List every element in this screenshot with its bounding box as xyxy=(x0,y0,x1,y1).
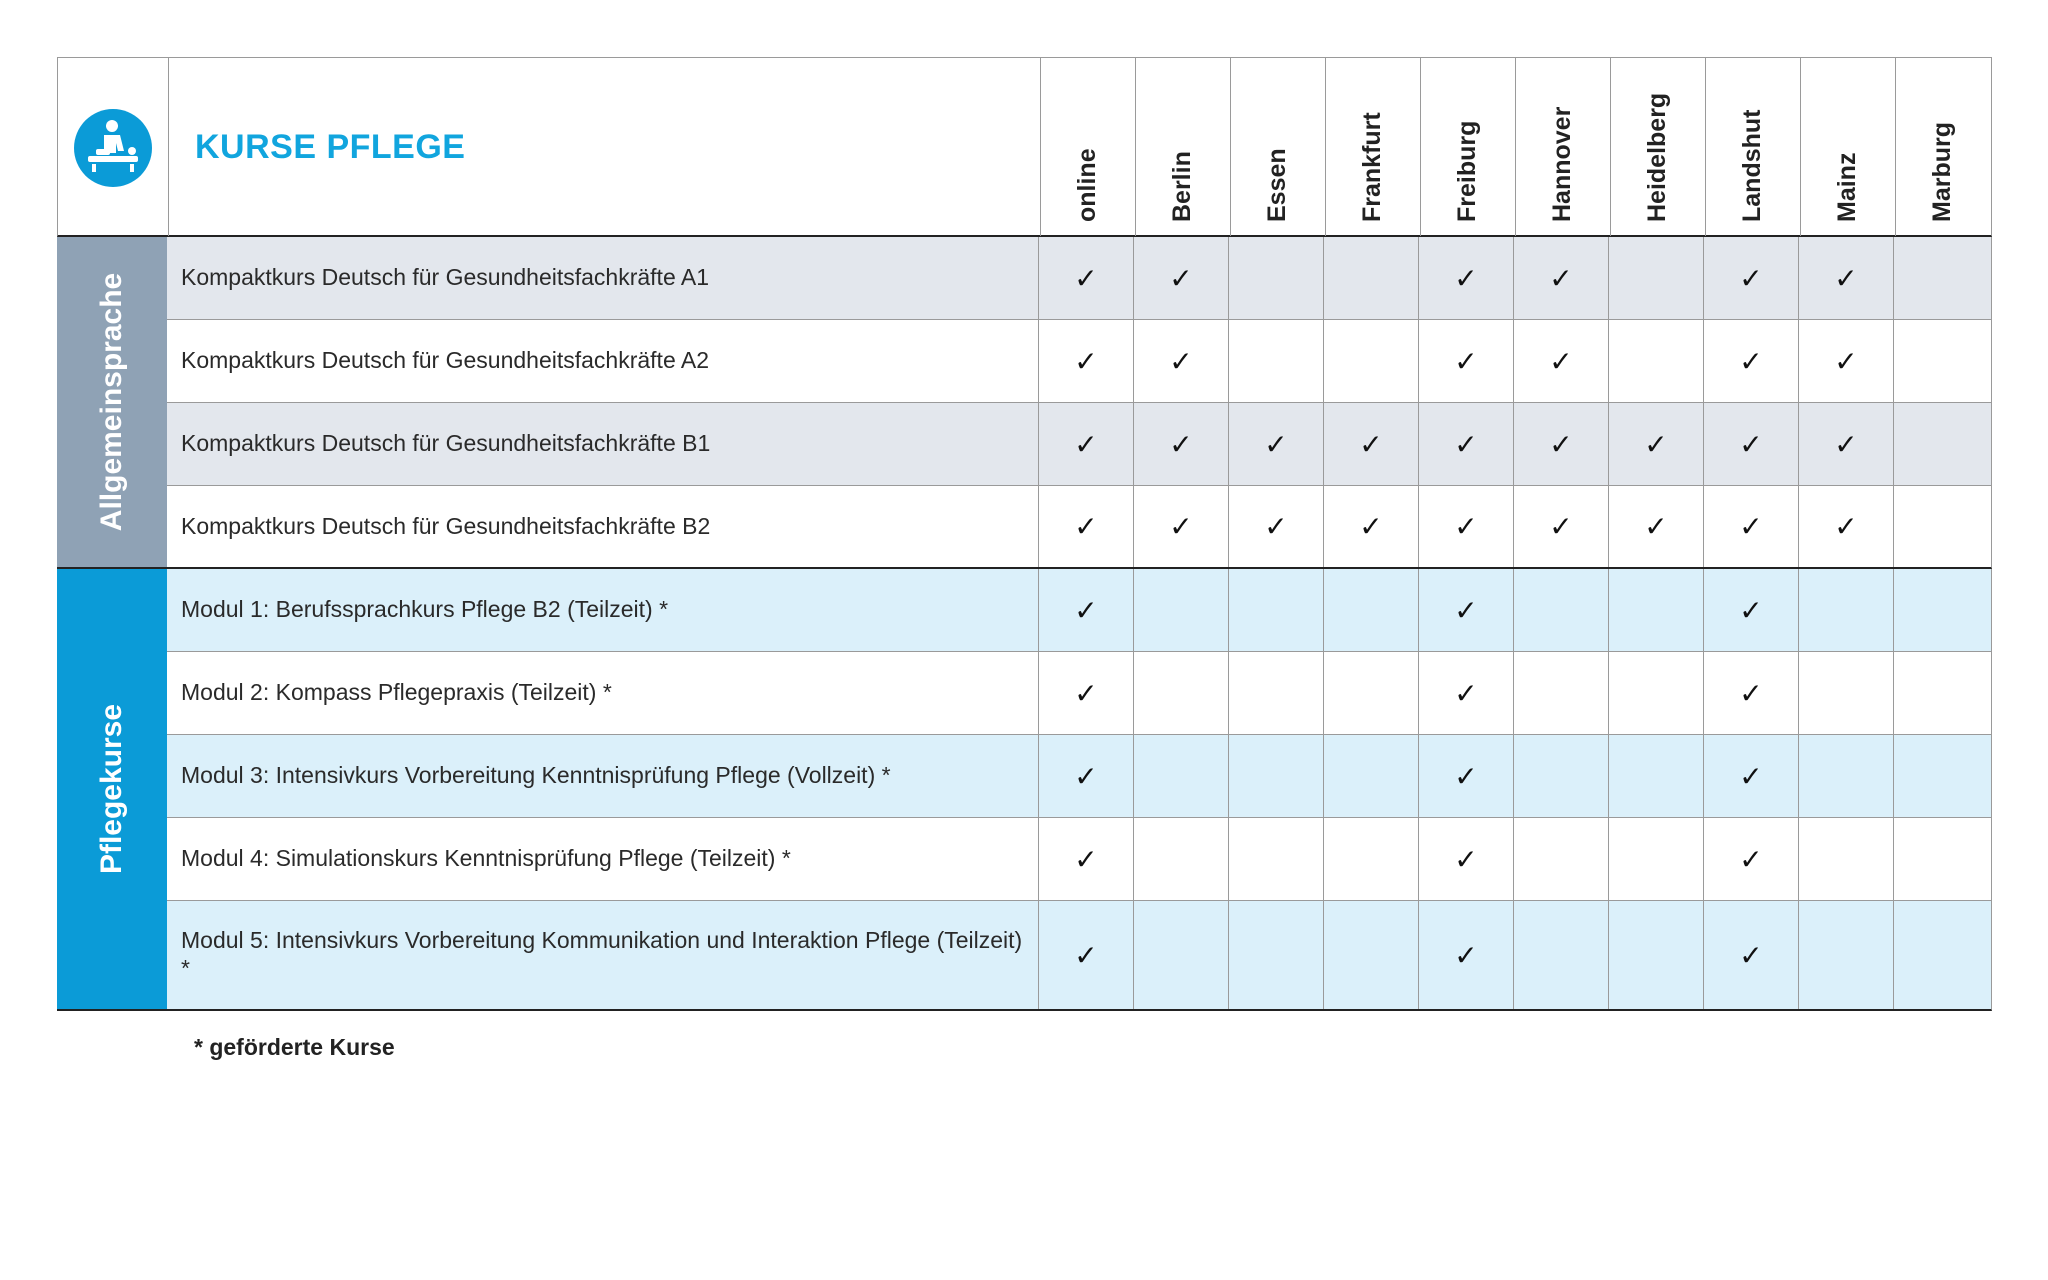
course-name: Kompaktkurs Deutsch für Gesundheitsfachkräfte A2 xyxy=(167,320,1039,402)
availability-cell xyxy=(1514,818,1609,900)
course-name: Modul 4: Simulationskurs Kenntnisprüfung Pflege (Teilzeit) * xyxy=(167,818,1039,900)
checkmark-icon: ✓ xyxy=(1169,262,1193,294)
availability-cell xyxy=(1704,652,1799,734)
page-title: KURSE PFLEGE xyxy=(195,128,466,166)
checkmark-icon: ✓ xyxy=(1739,939,1763,971)
column-header-landshut xyxy=(1705,58,1800,236)
table-row xyxy=(167,486,1992,569)
availability-cell xyxy=(1134,320,1229,402)
course-name: Kompaktkurs Deutsch für Gesundheitsfachkräfte A1 xyxy=(167,237,1039,319)
checkmark-icon: ✓ xyxy=(1834,262,1858,294)
checkmark-icon: ✓ xyxy=(1264,511,1288,542)
column-header-label: Landshut xyxy=(1738,109,1766,222)
checkmark-icon: ✓ xyxy=(1834,345,1858,377)
availability-cell xyxy=(1324,901,1419,1009)
table-row xyxy=(167,569,1992,652)
checkmark-icon: ✓ xyxy=(1454,594,1478,626)
course-name: Modul 1: Berufssprachkurs Pflege B2 (Teilzeit) * xyxy=(167,569,1039,651)
table-row xyxy=(167,735,1992,818)
availability-cell xyxy=(1609,320,1704,402)
availability-cell xyxy=(1324,486,1419,567)
availability-cell xyxy=(1229,901,1324,1009)
availability-cell xyxy=(1609,569,1704,651)
availability-cell xyxy=(1229,569,1324,651)
availability-cell xyxy=(1609,652,1704,734)
checkmark-icon: ✓ xyxy=(1169,428,1193,460)
checkmark-icon: ✓ xyxy=(1644,511,1668,542)
header-icon-cell xyxy=(58,58,169,236)
availability-cell xyxy=(1514,569,1609,651)
availability-cell xyxy=(1799,818,1894,900)
table-header xyxy=(57,57,1992,237)
availability-cell xyxy=(1894,735,1989,817)
column-header-online xyxy=(1040,58,1135,236)
availability-cell xyxy=(1704,901,1799,1009)
availability-cell xyxy=(1609,901,1704,1009)
table-body xyxy=(57,237,1992,1017)
checkmark-icon: ✓ xyxy=(1454,428,1478,460)
availability-cell xyxy=(1609,237,1704,319)
availability-cell xyxy=(1704,320,1799,402)
availability-cell xyxy=(1704,403,1799,485)
availability-cell xyxy=(1894,901,1989,1009)
table-row xyxy=(167,652,1992,735)
checkmark-icon: ✓ xyxy=(1454,760,1478,792)
checkmark-icon: ✓ xyxy=(1074,843,1098,875)
availability-cell xyxy=(1799,486,1894,567)
checkmark-icon: ✓ xyxy=(1264,428,1288,460)
availability-cell xyxy=(1419,486,1514,567)
availability-cell xyxy=(1799,901,1894,1009)
availability-cell xyxy=(1609,818,1704,900)
availability-cell xyxy=(1134,735,1229,817)
checkmark-icon: ✓ xyxy=(1074,345,1098,377)
column-header-label: Hannover xyxy=(1548,106,1576,222)
availability-cell xyxy=(1799,569,1894,651)
availability-cell xyxy=(1894,403,1989,485)
checkmark-icon: ✓ xyxy=(1739,345,1763,377)
availability-cell xyxy=(1799,735,1894,817)
availability-cell xyxy=(1229,237,1324,319)
availability-cell xyxy=(1324,237,1419,319)
table-row xyxy=(167,320,1992,403)
group-label-text: Pflegekurse xyxy=(95,703,128,875)
availability-cell xyxy=(1039,818,1134,900)
availability-cell xyxy=(1134,818,1229,900)
nursing-care-icon xyxy=(74,109,152,187)
availability-cell xyxy=(1324,652,1419,734)
column-header-label: Frankfurt xyxy=(1358,112,1386,222)
availability-cell xyxy=(1419,735,1514,817)
availability-cell xyxy=(1039,320,1134,402)
checkmark-icon: ✓ xyxy=(1359,428,1383,460)
availability-cell xyxy=(1419,569,1514,651)
availability-cell xyxy=(1894,237,1989,319)
checkmark-icon: ✓ xyxy=(1739,677,1763,709)
checkmark-icon: ✓ xyxy=(1739,428,1763,460)
checkmark-icon: ✓ xyxy=(1074,677,1098,709)
column-header-frankfurt xyxy=(1325,58,1420,236)
group-label-text: Allgemeinsprache xyxy=(95,272,128,532)
checkmark-icon: ✓ xyxy=(1074,262,1098,294)
availability-cell xyxy=(1229,735,1324,817)
group-label-pflegekurse xyxy=(57,569,167,1011)
checkmark-icon: ✓ xyxy=(1739,262,1763,294)
checkmark-icon: ✓ xyxy=(1549,345,1573,377)
availability-cell xyxy=(1134,237,1229,319)
availability-cell xyxy=(1609,486,1704,567)
column-header-label: Heidelberg xyxy=(1643,92,1671,222)
availability-cell xyxy=(1894,320,1989,402)
availability-cell xyxy=(1419,237,1514,319)
availability-cell xyxy=(1039,652,1134,734)
checkmark-icon: ✓ xyxy=(1834,511,1858,542)
availability-cell xyxy=(1134,652,1229,734)
course-name: Modul 3: Intensivkurs Vorbereitung Kenntnisprüfung Pflege (Vollzeit) * xyxy=(167,735,1039,817)
checkmark-icon: ✓ xyxy=(1074,511,1098,542)
availability-cell xyxy=(1039,486,1134,567)
column-header-freiburg xyxy=(1420,58,1515,236)
checkmark-icon: ✓ xyxy=(1834,428,1858,460)
checkmark-icon: ✓ xyxy=(1074,939,1098,971)
availability-cell xyxy=(1134,901,1229,1009)
checkmark-icon: ✓ xyxy=(1549,428,1573,460)
course-name: Modul 2: Kompass Pflegepraxis (Teilzeit) * xyxy=(167,652,1039,734)
availability-cell xyxy=(1894,818,1989,900)
checkmark-icon: ✓ xyxy=(1074,428,1098,460)
availability-cell xyxy=(1229,652,1324,734)
checkmark-icon: ✓ xyxy=(1074,760,1098,792)
checkmark-icon: ✓ xyxy=(1454,345,1478,377)
column-header-label: Mainz xyxy=(1833,152,1861,222)
availability-cell xyxy=(1039,569,1134,651)
table-row xyxy=(167,818,1992,901)
course-name: Modul 5: Intensivkurs Vorbereitung Kommunikation und Interaktion Pflege (Teilzeit) * xyxy=(167,901,1039,1009)
availability-cell xyxy=(1894,652,1989,734)
checkmark-icon: ✓ xyxy=(1739,843,1763,875)
availability-cell xyxy=(1514,735,1609,817)
checkmark-icon: ✓ xyxy=(1454,939,1478,971)
availability-cell xyxy=(1229,486,1324,567)
column-header-berlin xyxy=(1135,58,1230,236)
checkmark-icon: ✓ xyxy=(1454,843,1478,875)
checkmark-icon: ✓ xyxy=(1454,511,1478,542)
availability-cell xyxy=(1229,320,1324,402)
checkmark-icon: ✓ xyxy=(1074,594,1098,626)
availability-cell xyxy=(1704,237,1799,319)
availability-cell xyxy=(1039,901,1134,1009)
checkmark-icon: ✓ xyxy=(1549,511,1573,542)
column-header-label: online xyxy=(1073,148,1101,222)
column-header-label: Berlin xyxy=(1168,151,1196,222)
checkmark-icon: ✓ xyxy=(1739,511,1763,542)
availability-cell xyxy=(1229,403,1324,485)
availability-cell xyxy=(1419,403,1514,485)
checkmark-icon: ✓ xyxy=(1169,345,1193,377)
column-header-hannover xyxy=(1515,58,1610,236)
footnote: * geförderte Kurse xyxy=(194,1034,395,1060)
table-row xyxy=(167,403,1992,486)
availability-cell xyxy=(1419,901,1514,1009)
availability-cell xyxy=(1324,320,1419,402)
course-name: Kompaktkurs Deutsch für Gesundheitsfachkräfte B1 xyxy=(167,403,1039,485)
availability-cell xyxy=(1039,237,1134,319)
column-header-mainz xyxy=(1800,58,1895,236)
checkmark-icon: ✓ xyxy=(1359,511,1383,542)
checkmark-icon: ✓ xyxy=(1454,677,1478,709)
group-label-allgemeinsprache xyxy=(57,237,167,569)
availability-cell xyxy=(1514,486,1609,567)
availability-cell xyxy=(1799,320,1894,402)
availability-cell xyxy=(1324,403,1419,485)
availability-cell xyxy=(1514,901,1609,1009)
availability-cell xyxy=(1799,237,1894,319)
availability-cell xyxy=(1609,735,1704,817)
availability-cell xyxy=(1704,486,1799,567)
availability-cell xyxy=(1799,403,1894,485)
availability-cell xyxy=(1039,403,1134,485)
availability-cell xyxy=(1514,237,1609,319)
table-row xyxy=(167,237,1992,320)
availability-cell xyxy=(1704,818,1799,900)
availability-cell xyxy=(1419,652,1514,734)
checkmark-icon: ✓ xyxy=(1644,428,1668,460)
checkmark-icon: ✓ xyxy=(1739,594,1763,626)
checkmark-icon: ✓ xyxy=(1739,760,1763,792)
checkmark-icon: ✓ xyxy=(1169,511,1193,542)
availability-cell xyxy=(1229,818,1324,900)
availability-cell xyxy=(1134,569,1229,651)
table-row xyxy=(167,901,1992,1011)
availability-cell xyxy=(1704,735,1799,817)
column-header-marburg xyxy=(1895,58,1990,236)
column-header-label: Freiburg xyxy=(1453,120,1481,222)
course-name: Kompaktkurs Deutsch für Gesundheitsfachkräfte B2 xyxy=(167,486,1039,567)
availability-cell xyxy=(1324,735,1419,817)
availability-cell xyxy=(1419,818,1514,900)
availability-cell xyxy=(1514,403,1609,485)
availability-cell xyxy=(1134,403,1229,485)
checkmark-icon: ✓ xyxy=(1549,262,1573,294)
column-header-essen xyxy=(1230,58,1325,236)
availability-cell xyxy=(1704,569,1799,651)
availability-cell xyxy=(1609,403,1704,485)
availability-cell xyxy=(1419,320,1514,402)
availability-cell xyxy=(1894,569,1989,651)
availability-cell xyxy=(1134,486,1229,567)
availability-cell xyxy=(1799,652,1894,734)
column-header-label: Marburg xyxy=(1928,122,1956,222)
availability-cell xyxy=(1324,569,1419,651)
column-header-heidelberg xyxy=(1610,58,1705,236)
availability-cell xyxy=(1324,818,1419,900)
availability-cell xyxy=(1039,735,1134,817)
availability-cell xyxy=(1894,486,1989,567)
availability-cell xyxy=(1514,320,1609,402)
column-header-label: Essen xyxy=(1263,148,1291,222)
course-table xyxy=(57,57,1992,1017)
availability-cell xyxy=(1514,652,1609,734)
checkmark-icon: ✓ xyxy=(1454,262,1478,294)
